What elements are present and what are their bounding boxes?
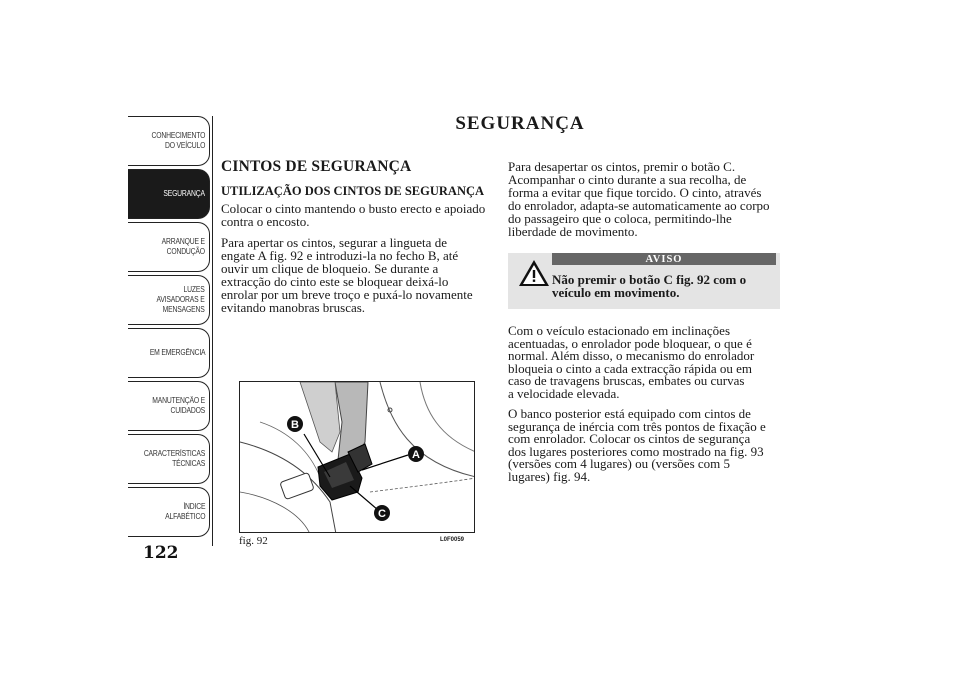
section-heading: CINTOS DE SEGURANÇA [221,158,412,175]
warning-box [508,253,780,309]
sidebar-divider [212,116,213,546]
tab-seguranca[interactable] [128,169,210,219]
paragraph: Para desapertar os cintos, premir o botão C. Acompanhar o cinto durante a sua recolha, de forma a evitar que fique torcido. O cinto, através do enrolador, adapta-se automaticamente ao corpo do passageiro que o coloca, permitindo-lhe liberdade de movimento. [508,159,770,239]
tab-manutencao-e-cuidados[interactable] [128,381,210,431]
tab-label: CARACTERÍSTICAS TÉCNICAS [143,449,205,468]
warning-text: Não premir o botão C fig. 92 com o veículo em movimento. [552,272,747,300]
callout-a [408,446,424,462]
warning-triangle-icon [518,259,550,287]
tab-label: CONHECIMENTO DO VEÍCULO [151,131,205,150]
tab-indice-alfabetico[interactable] [128,487,210,537]
tab-label: MANUTENÇÃO E CUIDADOS [152,396,205,415]
figure-code: L0F0059 [440,537,465,543]
paragraph: O banco posterior está equipado com cintos de segurança de inércia com três pontos de fixação e com enrolador. Colocar os cintos de segurança dos lugares posteriores como mostrado na fig. 93 (versões com 4 lugares) ou (versões com 5 lugares) fig. 94. [508,406,766,484]
svg-text:B: B [291,419,299,431]
svg-text:C: C [378,508,386,520]
tab-luzes-avisadoras[interactable] [128,275,210,325]
seatbelt-illustration [239,381,475,533]
tab-label: EM EMERGÊNCIA [149,348,205,357]
tab-caracteristicas-tecnicas[interactable] [128,434,210,484]
page-number: 122 [143,543,179,563]
callout-c [374,505,390,521]
svg-text:A: A [412,449,420,461]
tab-em-emergencia[interactable] [128,328,210,378]
warning-title: AVISO [552,253,776,265]
right-column-lower [508,325,780,491]
callout-b [287,416,303,432]
seatbelt-drawing [240,382,475,533]
paragraph: Colocar o cinto mantendo o busto erecto e apoiado contra o encosto. [221,201,486,229]
paragraph: Para apertar os cintos, segurar a lingueta de engate A fig. 92 e introduzi-la no fecho B, até ouvir um clique de bloqueio. Se durante a extracção do cinto este se bloquear deixá-lo enrolar por um breve troço e puxá-lo novamente evitando manobras bruscas. [221,235,473,315]
right-column [508,160,780,246]
left-column [221,160,493,322]
page-title: SEGURANÇA [455,113,585,134]
tab-label: LUZES AVISADORAS E MENSAGENS [156,285,205,314]
tab-label: SEGURANÇA [163,189,205,198]
paragraph: Com o veículo estacionado em inclinações acentuadas, o enrolador pode bloquear, o que é normal. Além disso, o mecanismo do enrolador bloqueia o cinto a cada extracção rápida ou em caso de travagens bruscas, embates ou curvas a velocidade elevada. [508,323,755,401]
tab-label: ARRANQUE E CONDUÇÃO [161,237,205,256]
tab-arranque-e-conducao[interactable] [128,222,210,272]
subsection-heading: UTILIZAÇÃO DOS CINTOS DE SEGURANÇA [221,184,485,198]
figure-caption: fig. 92 [239,535,268,547]
tab-label: ÍNDICE ALFABÉTICO [164,502,205,521]
